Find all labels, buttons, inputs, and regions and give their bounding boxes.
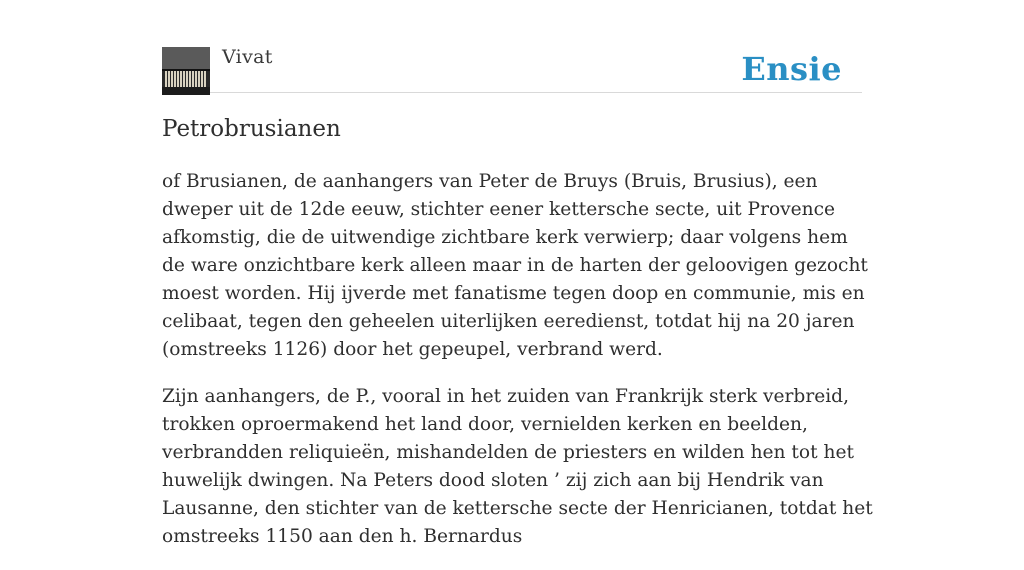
page (162, 0, 873, 547)
paragraph: Zijn aanhangers, de P., vooral in het zuiden van Frankrijk sterk verbreid, trokken oproermakend het land door, vernielden kerken en beelden, verbrandden reliquieën, mishandelden de priesters en wilden hen tot het huwelijk dwingen. Na Peters dood sloten ’ zij zich aan bij Hendrik van Lausanne, den stichter van de kettersche secte der Henricianen, totdat het omstreeks 1150 aan den h. Bernardus (162, 386, 873, 547)
author-name[interactable]: Vivat (222, 46, 273, 68)
paragraph: of Brusianen, de aanhangers van Peter de Bruys (Bruis, Brusius), een dweper uit de 12de eeuw, stichter eener kettersche secte, uit Provence afkomstig, die de uitwendige zichtbare kerk verwierp; daar volgens hem de ware onzichtbare kerk alleen maar in de harten der geloovigen gezocht moest worden. Hij ijverde met fanatisme tegen doop en communie, mis en celibaat, tegen den geheelen uiterlijken eeredienst, totdat hij na 20 jaren (omstreeks 1126) door het gepeupel, verbrand werd. (162, 171, 868, 360)
header (162, 0, 862, 93)
article-body (162, 168, 874, 570)
books-avatar-icon[interactable] (162, 47, 210, 95)
article-title: Petrobrusianen (162, 116, 341, 142)
brand-logo[interactable]: Ensie (741, 50, 842, 88)
